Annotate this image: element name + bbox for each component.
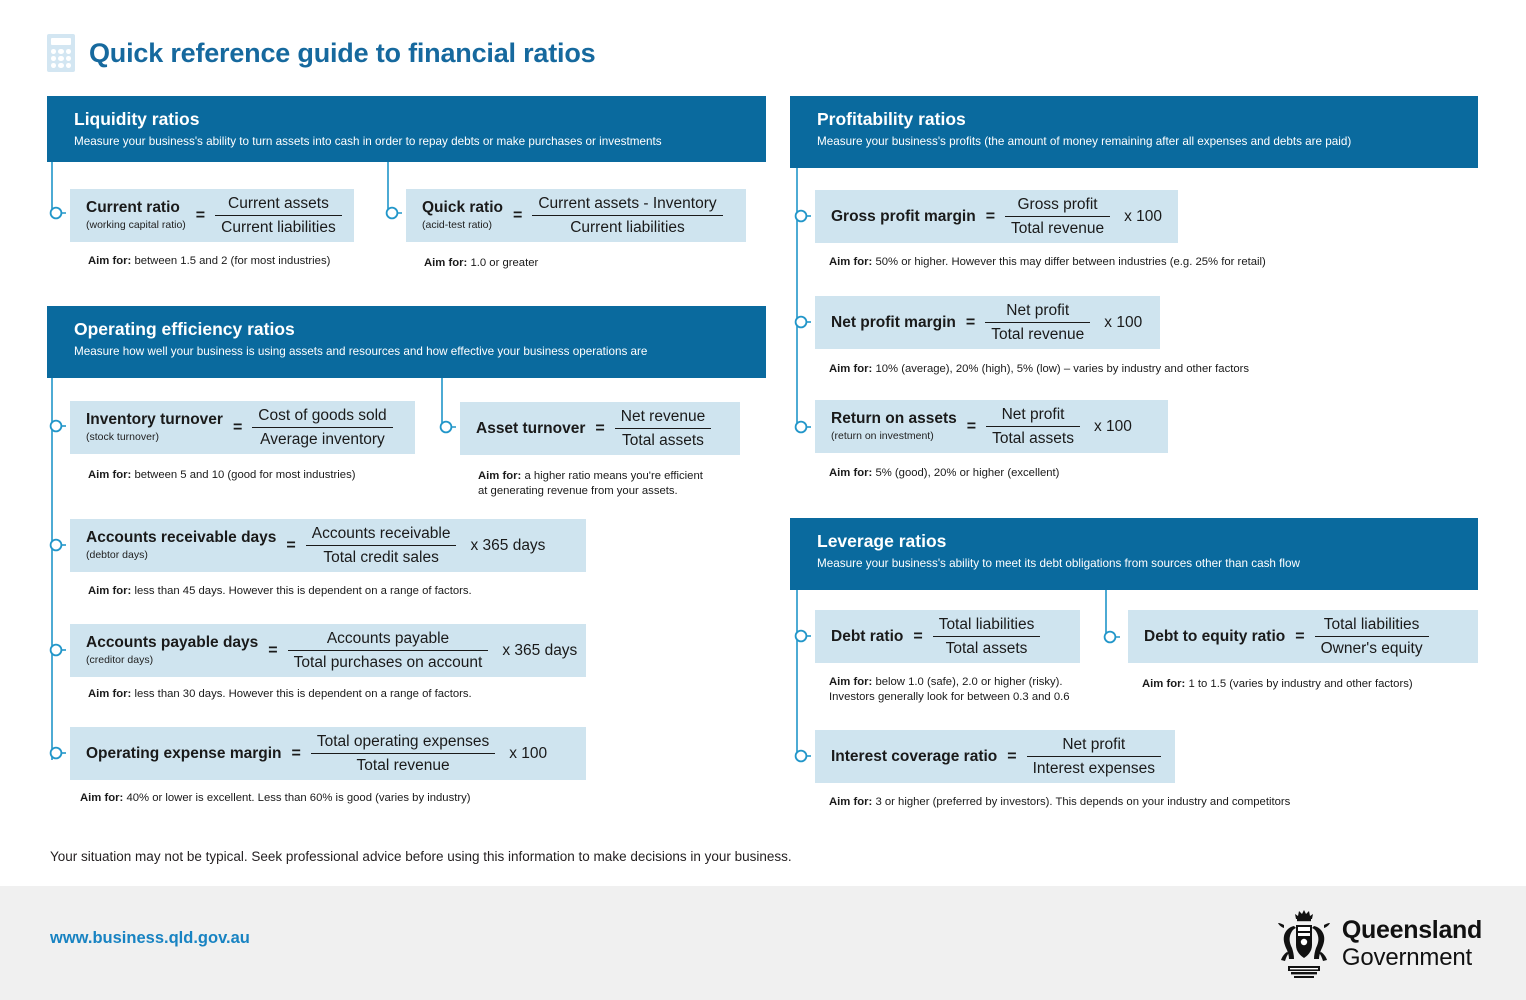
aim-text: 40% or lower is excellent. Less than 60% is good (varies by industry) — [126, 792, 471, 804]
formula-multiplier: x 100 — [1104, 313, 1143, 331]
formula-multiplier: x 100 — [1093, 417, 1132, 435]
ratio-card-operating-expense-margin — [70, 727, 586, 780]
section-title: Leverage ratios — [817, 531, 947, 551]
formula-fraction — [215, 195, 342, 236]
aim-label: Aim for: — [424, 257, 468, 269]
formula-fraction — [615, 408, 711, 449]
ratio-name: Current ratio — [86, 199, 180, 217]
fraction-denominator: Owner's equity — [1320, 640, 1423, 657]
ratio-card-interest-coverage-ratio — [815, 730, 1175, 783]
equals-sign: = — [913, 627, 923, 645]
aim-text: between 1.5 and 2 (for most industries) — [134, 255, 331, 267]
fraction-numerator: Net profit — [1006, 301, 1070, 319]
ratio-name: Gross profit margin — [831, 207, 976, 225]
fraction-numerator: Total liabilities — [1323, 615, 1420, 633]
ratio-card-gross-profit-margin — [815, 190, 1178, 243]
section-subtitle: Measure your business's ability to meet its debt obligations from sources other than cash flow — [817, 557, 1300, 570]
calculator-icon — [47, 34, 75, 72]
section-subtitle: Measure how well your business is using assets and resources and how effective your business operations are — [74, 345, 648, 358]
formula-fraction — [1315, 616, 1429, 657]
footer-website-link[interactable]: www.business.qld.gov.au — [50, 929, 250, 947]
aim-label: Aim for: — [829, 256, 873, 268]
equals-sign: = — [595, 419, 605, 437]
ratio-card-debt-ratio — [815, 610, 1080, 663]
logo-line-1: Queensland — [1341, 916, 1482, 944]
fraction-numerator: Gross profit — [1017, 195, 1098, 213]
ratio-card-return-on-assets — [815, 400, 1168, 453]
formula-fraction — [985, 302, 1090, 343]
aim-for-debt-ratio — [829, 675, 1079, 706]
fraction-numerator: Total operating expenses — [316, 732, 490, 750]
queensland-government-logo — [1275, 908, 1482, 980]
disclaimer-text: Your situation may not be typical. Seek professional advice before using this information to make decisions in your business. — [50, 849, 792, 864]
fraction-numerator: Net profit — [1001, 405, 1065, 423]
formula-fraction — [933, 616, 1041, 657]
aim-for-debt-to-equity-ratio — [1142, 677, 1526, 692]
formula-fraction — [986, 406, 1080, 447]
section-header-operating-efficiency — [47, 306, 766, 378]
equals-sign: = — [1295, 627, 1305, 645]
page-header — [47, 34, 595, 72]
ratio-card-current-ratio — [70, 189, 354, 242]
ratio-card-accounts-payable-days — [70, 624, 586, 677]
ratio-card-asset-turnover — [460, 402, 740, 455]
section-header-liquidity — [47, 96, 766, 162]
formula-fraction — [532, 195, 722, 236]
formula-fraction — [288, 630, 489, 671]
ratio-card-quick-ratio — [406, 189, 746, 242]
aim-text: 50% or higher. However this may differ between industries (e.g. 25% for retail) — [875, 256, 1266, 268]
formula-fraction — [1005, 196, 1110, 237]
aim-label: Aim for: — [80, 792, 124, 804]
ratio-name: Debt ratio — [831, 627, 904, 645]
ratio-card-accounts-receivable-days — [70, 519, 586, 572]
fraction-denominator: Total revenue — [991, 326, 1085, 343]
fraction-numerator: Accounts payable — [326, 629, 450, 647]
aim-for-gross-profit-margin — [829, 255, 1389, 270]
ratio-name: Interest coverage ratio — [831, 747, 998, 765]
ratio-name: Quick ratio — [422, 199, 503, 217]
aim-for-net-profit-margin — [829, 362, 1389, 377]
formula-multiplier: x 365 days — [502, 641, 578, 659]
ratio-name: Asset turnover — [476, 419, 586, 437]
equals-sign: = — [268, 641, 278, 659]
ratio-name: Accounts receivable days — [86, 529, 277, 547]
ratio-alias: (creditor days) — [86, 654, 154, 667]
aim-label: Aim for: — [829, 676, 873, 688]
equals-sign: = — [512, 206, 523, 224]
formula-multiplier: x 365 days — [470, 536, 546, 554]
ratio-alias: (working capital ratio) — [86, 219, 186, 232]
fraction-denominator: Total credit sales — [323, 549, 439, 566]
equals-sign: = — [232, 418, 243, 436]
fraction-denominator: Average inventory — [260, 431, 385, 448]
section-title: Operating efficiency ratios — [74, 319, 295, 339]
aim-text: below 1.0 (safe), 2.0 or higher (risky). Investors generally look for between 0.3 and 0.6 — [829, 676, 1070, 704]
section-title: Profitability ratios — [817, 109, 966, 129]
ratio-card-inventory-turnover — [70, 401, 415, 454]
fraction-denominator: Total revenue — [356, 757, 450, 774]
aim-for-quick-ratio — [424, 256, 754, 271]
formula-fraction — [1027, 736, 1161, 777]
fraction-numerator: Current assets — [228, 194, 329, 212]
aim-text: less than 45 days. However this is dependent on a range of factors. — [134, 585, 472, 597]
fraction-numerator: Current assets - Inventory — [538, 194, 717, 212]
aim-for-accounts-payable-days — [88, 687, 588, 702]
ratio-name: Debt to equity ratio — [1144, 627, 1286, 645]
aim-for-asset-turnover — [478, 469, 710, 500]
logo-wordmark — [1342, 918, 1482, 970]
fraction-denominator: Total assets — [992, 430, 1074, 447]
ratio-name: Operating expense margin — [86, 744, 282, 762]
queensland-coat-of-arms-icon — [1275, 908, 1333, 980]
page-title: Quick reference guide to financial ratios — [89, 37, 596, 68]
fraction-numerator: Net profit — [1062, 735, 1126, 753]
equals-sign: = — [966, 417, 977, 435]
ratio-card-net-profit-margin — [815, 296, 1160, 349]
ratio-name: Inventory turnover — [86, 411, 223, 429]
aim-label: Aim for: — [829, 796, 873, 808]
fraction-denominator: Total assets — [945, 640, 1028, 657]
equals-sign: = — [985, 207, 996, 225]
aim-for-accounts-receivable-days — [88, 584, 588, 599]
aim-label: Aim for: — [88, 688, 132, 700]
aim-label: Aim for: — [829, 467, 873, 479]
equals-sign: = — [965, 313, 976, 331]
aim-text: 1 to 1.5 (varies by industry and other factors) — [1188, 678, 1413, 690]
fraction-numerator: Total liabilities — [938, 615, 1035, 633]
ratio-card-debt-to-equity-ratio — [1128, 610, 1478, 663]
fraction-denominator: Total assets — [622, 432, 704, 449]
fraction-numerator: Accounts receivable — [311, 524, 451, 542]
aim-label: Aim for: — [88, 255, 132, 267]
calculator-screen — [51, 38, 71, 45]
formula-fraction — [306, 525, 457, 566]
ratio-alias: (debtor days) — [86, 549, 148, 562]
ratio-name: Accounts payable days — [86, 634, 259, 652]
aim-label: Aim for: — [1142, 678, 1186, 690]
aim-label: Aim for: — [88, 585, 132, 597]
aim-label: Aim for: — [829, 363, 873, 375]
aim-for-current-ratio — [88, 254, 418, 269]
ratio-name: Net profit margin — [831, 313, 956, 331]
section-subtitle: Measure your business's profits (the amount of money remaining after all expenses and debts are paid) — [817, 135, 1352, 148]
aim-text: 10% (average), 20% (high), 5% (low) – varies by industry and other factors — [875, 363, 1250, 375]
fraction-denominator: Total purchases on account — [293, 654, 483, 671]
equals-sign: = — [286, 536, 296, 554]
formula-fraction — [311, 733, 495, 774]
aim-text: between 5 and 10 (good for most industries) — [134, 469, 356, 481]
aim-for-inventory-turnover — [88, 468, 428, 483]
ratio-alias: (acid-test ratio) — [422, 219, 493, 232]
logo-line-2: Government — [1341, 944, 1472, 971]
ratio-name: Return on assets — [831, 410, 957, 428]
fraction-numerator: Net revenue — [620, 407, 706, 425]
ratio-alias: (return on investment) — [831, 430, 934, 443]
fraction-denominator: Interest expenses — [1032, 760, 1155, 777]
aim-for-return-on-assets — [829, 466, 1349, 481]
aim-for-interest-coverage-ratio — [829, 795, 1389, 810]
equals-sign: = — [1007, 747, 1017, 765]
section-header-leverage — [790, 518, 1478, 590]
section-header-profitability — [790, 96, 1478, 168]
formula-fraction — [252, 407, 392, 448]
equals-sign: = — [291, 744, 301, 762]
aim-for-operating-expense-margin — [80, 791, 590, 806]
aim-text: less than 30 days. However this is dependent on a range of factors. — [134, 688, 472, 700]
aim-text: 1.0 or greater — [470, 257, 539, 269]
aim-text: a higher ratio means you're efficient at generating revenue from your assets. — [478, 470, 703, 498]
aim-label: Aim for: — [478, 470, 522, 482]
equals-sign: = — [195, 206, 206, 224]
formula-multiplier: x 100 — [1124, 207, 1163, 225]
section-title: Liquidity ratios — [74, 109, 200, 129]
fraction-denominator: Current liabilities — [570, 219, 685, 236]
aim-label: Aim for: — [88, 469, 132, 481]
fraction-denominator: Current liabilities — [221, 219, 336, 236]
aim-text: 5% (good), 20% or higher (excellent) — [875, 467, 1060, 479]
formula-multiplier: x 100 — [509, 744, 548, 762]
aim-text: 3 or higher (preferred by investors). This depends on your industry and competitors — [875, 796, 1291, 808]
fraction-numerator: Cost of goods sold — [258, 406, 387, 424]
fraction-denominator: Total revenue — [1011, 220, 1105, 237]
ratio-alias: (stock turnover) — [86, 431, 159, 444]
calculator-keys — [51, 49, 71, 68]
section-subtitle: Measure your business's ability to turn assets into cash in order to repay debts or make purchases or investments — [74, 135, 662, 148]
